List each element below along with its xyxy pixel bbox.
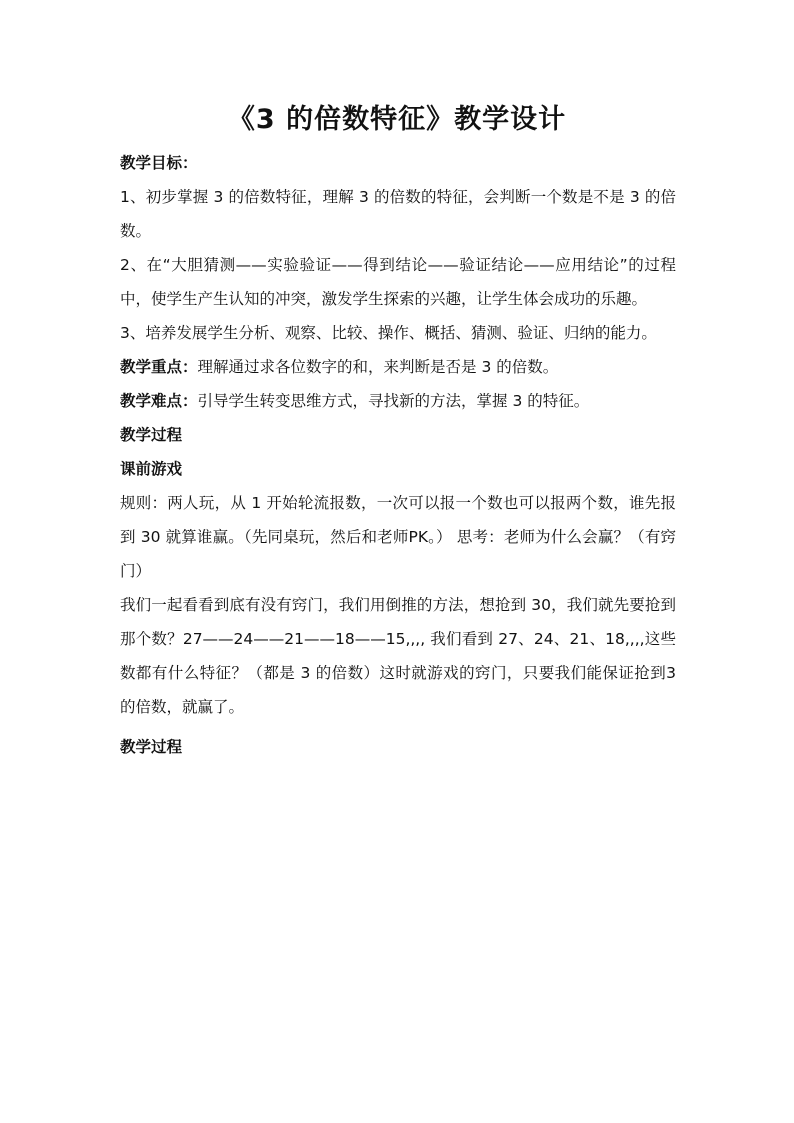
key-point-label: 教学重点：: [120, 358, 198, 376]
warmup-heading: 课前游戏: [120, 460, 183, 478]
document-title: 《3 的倍数特征》教学设计: [227, 104, 567, 135]
difficulty-text: 引导学生转变思维方式，寻找新的方法，掌握 3 的特征。: [197, 392, 590, 410]
process-heading-1: 教学过程: [120, 426, 183, 444]
difficulty-label: 教学难点：: [120, 392, 198, 410]
objective-2: 2、在“大胆猜测——实验验证——得到结论——验证结论——应用结论”的过程中，使学生产生认知的冲突，激发学生探索的兴趣，让学生体会成功的乐趣。: [120, 256, 676, 308]
process-heading-2: 教学过程: [120, 738, 183, 756]
key-point-text: 理解通过求各位数字的和，来判断是否是 3 的倍数。: [197, 358, 559, 376]
analysis-paragraph: 我们一起看看到底有没有窍门，我们用倒推的方法，想抢到 30，我们就先要抢到那个数？27——24——21——18——15,,,, 我们看到 27、24、21、18,,,,这些数都有什么特征？（都是 3 的倍数）这时就游戏的窍门，只要我们能保证抢到3 的倍数，就赢了。: [120, 596, 676, 716]
objective-1: 1、初步掌握 3 的倍数特征，理解 3 的倍数的特征，会判断一个数是不是 3 的倍数。: [120, 188, 676, 240]
document-body: [120, 146, 676, 764]
rules-paragraph: 规则：两人玩，从 1 开始轮流报数，一次可以报一个数也可以报两个数，谁先报到 30 就算谁赢。（先同桌玩，然后和老师PK。） 思考：老师为什么会赢？（有窍门）: [120, 494, 676, 580]
objective-3: 3、培养发展学生分析、观察、比较、操作、概括、猜测、验证、归纳的能力。: [120, 324, 657, 342]
key-point: [120, 350, 676, 384]
difficulty: [120, 384, 676, 418]
objectives-heading: 教学目标：: [120, 154, 198, 172]
